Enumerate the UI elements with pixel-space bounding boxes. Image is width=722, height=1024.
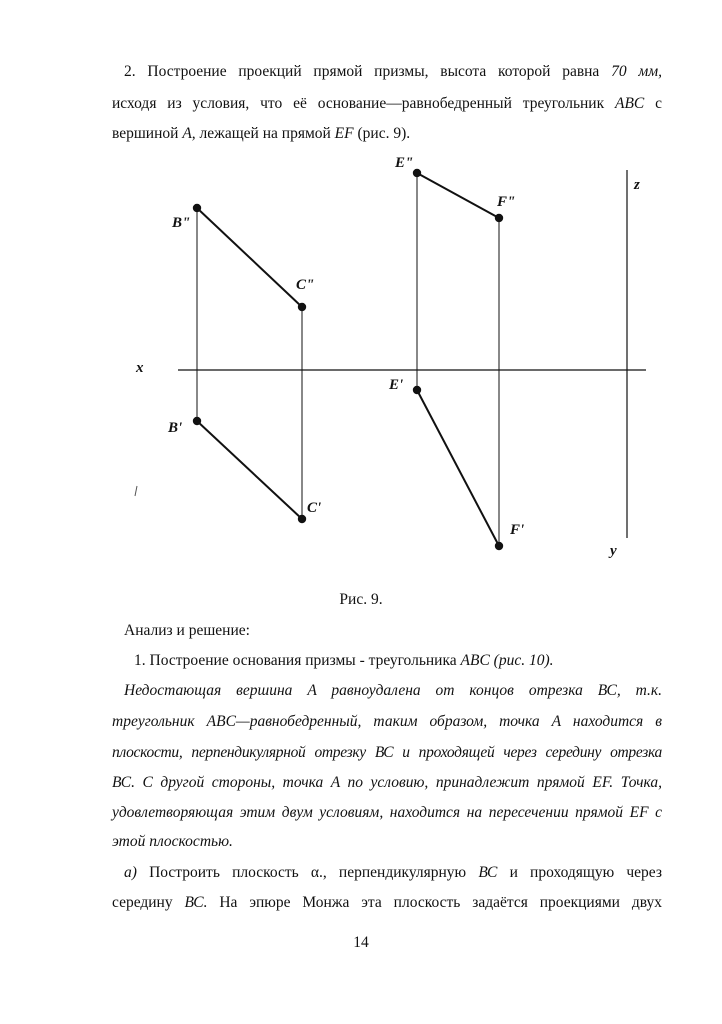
point-f1 <box>495 542 503 550</box>
figure-caption: Рис. 9. <box>339 591 383 608</box>
segment-b1c1 <box>197 421 302 519</box>
label-z-axis: z <box>634 177 640 193</box>
analysis-para-line-5: удовлетворяющая этим двум условиям, находится на пересечении прямой EF с <box>112 804 662 821</box>
label-f2: F" <box>497 194 516 210</box>
analysis-para-line-6: этой плоскостью. <box>112 833 233 850</box>
point-e1 <box>413 386 421 394</box>
analysis-para-line-3: плоскости, перпендикулярной отрезку ВС и проходящей через середину отрезка <box>112 744 662 761</box>
intro-line-2: исходя из условия, что её основание—равнобедренный треугольник ABC с <box>112 95 662 112</box>
label-x-axis: x <box>136 360 144 376</box>
point-c2 <box>298 303 306 311</box>
stray-mark <box>135 486 137 496</box>
segment-e2f2 <box>417 173 499 218</box>
step-1-line: 1. Построение основания призмы - треугольника ABC (рис. 10). <box>134 652 554 669</box>
segment-e1f1 <box>417 390 499 546</box>
label-e1: E' <box>389 377 404 393</box>
label-c1: C' <box>307 500 322 516</box>
label-y-axis: y <box>610 543 617 559</box>
label-e2: E" <box>395 155 414 171</box>
page-number: 14 <box>353 934 369 951</box>
step-a-line-1: а) Построить плоскость α., перпендикулярную ВС и проходящую через <box>124 864 662 881</box>
point-b2 <box>193 204 201 212</box>
point-f2 <box>495 214 503 222</box>
label-b1: B' <box>168 420 183 436</box>
label-c2: C" <box>296 277 315 293</box>
intro-line-1: 2. Построение проекций прямой призмы, высота которой равна 70 мм, <box>124 63 662 80</box>
step-a-line-2: середину ВС. На эпюре Монжа эта плоскость задаётся проекциями двух <box>112 894 662 911</box>
point-e2 <box>413 169 421 177</box>
label-f1: F' <box>510 522 525 538</box>
analysis-para-line-4: ВС. С другой стороны, точка A по условию, принадлежит прямой EF. Точка, <box>112 774 662 791</box>
point-b1 <box>193 417 201 425</box>
point-c1 <box>298 515 306 523</box>
segment-b2c2 <box>197 208 302 307</box>
analysis-para-line-2: треугольник ABC—равнобедренный, таким образом, точка A находится в <box>112 713 662 730</box>
analysis-heading: Анализ и решение: <box>124 622 250 639</box>
analysis-para-line-1: Недостающая вершина A равноудалена от концов отрезка ВС, т.к. <box>124 682 662 699</box>
label-b2: B" <box>172 215 191 231</box>
intro-line-3: вершиной A, лежащей на прямой EF (рис. 9). <box>112 125 411 142</box>
